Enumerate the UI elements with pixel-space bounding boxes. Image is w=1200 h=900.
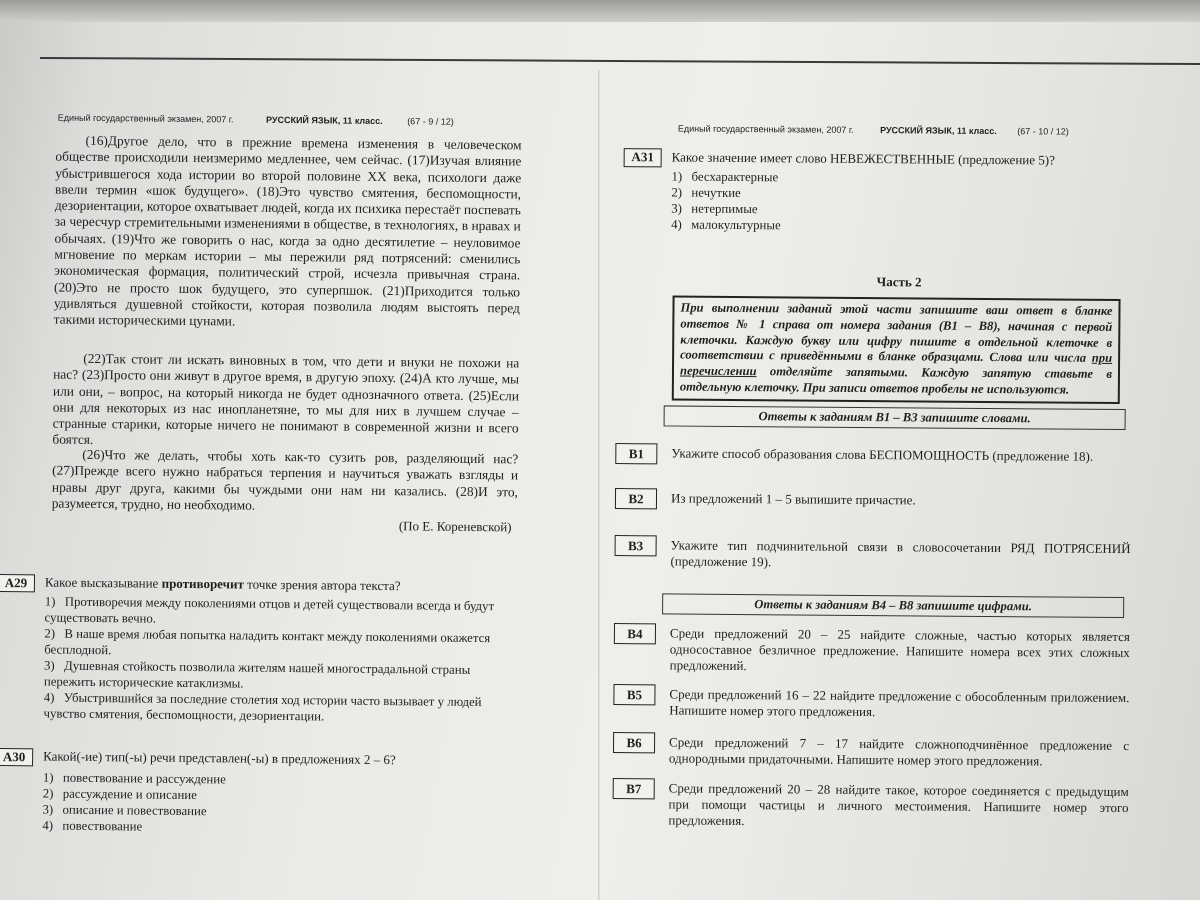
task-a29-option-3: 3) Душевная стойкость позволила жителям нашей многострадальной страны пережить исторические катаклизмы. bbox=[43, 658, 471, 691]
left-page bbox=[0, 100, 600, 886]
task-a29-option-2: 2) В наше время любая попытка наладить контакт между поколениями окажется бесплодной. bbox=[44, 626, 491, 657]
task-a30-question: Какой(-ие) тип(-ы) речи представлен(-ы) в предложениях 2 – 6? bbox=[43, 748, 396, 768]
task-b3-text: Укажите тип подчинительной связи в словосочетании РЯД ПОТРЯСЕНИЙ (предложение 19). bbox=[670, 537, 1131, 570]
text-author: (По Е. Кореневской) bbox=[398, 518, 512, 535]
task-a31-option-2: 2) нечуткие bbox=[671, 185, 741, 201]
task-a30-option-4: 4) повествование bbox=[42, 818, 143, 834]
task-a30-option-1: 1) повествование и рассуждение bbox=[42, 770, 226, 787]
task-b4-text: Среди предложений 20 – 25 найдите сложные, частью которых является односоставное безличное предложение. Напишите номера всех этих сложных предложений. bbox=[669, 625, 1130, 673]
answers-b1-b3-band: Ответы к заданиям В1 – В3 запишите словами. bbox=[664, 405, 1126, 430]
header-subject: РУССКИЙ ЯЗЫК, 11 класс. bbox=[880, 125, 997, 137]
task-b7-label: В7 bbox=[613, 778, 655, 799]
text-paragraph-2: (22)Так стоит ли искать виновных в том, что дети и внуки не похожи на нас? (23)Просто они живут в другое время, в другую эпоху. (24)А кто лучше, мы или они, – вопрос, на который никогда не будет однозначного ответа. (25)Если они для некоторых из нас инопланетяне, то мы для них в лучшем случае – странные старики, которые ничего не понимают в современной жизни и всего боятся. bbox=[52, 350, 520, 448]
task-b5-label: В5 bbox=[613, 684, 655, 705]
task-b1-text: Укажите способ образования слова БЕСПОМОЩНОСТЬ (предложение 18). bbox=[671, 445, 1094, 464]
part-2-instructions: При выполнении заданий этой части запишите ваш ответ в бланке ответов № 1 справа от номера задания (В1 – В8), начиная с первой клеточки. Каждую букву или цифру пишите в отдельной клеточке в соответствии с приведёнными в бланке образцами. Слова или числа при перечислении отделяйте запятыми. Каждую запятую ставьте в отдельную клеточку. При записи ответов пробелы не используются. bbox=[672, 295, 1121, 403]
top-rule-line bbox=[40, 57, 1200, 65]
task-a31-label: А31 bbox=[624, 148, 662, 167]
left-page-header bbox=[58, 113, 454, 127]
task-b6-label: В6 bbox=[613, 732, 655, 753]
task-a31-option-3: 3) нетерпимые bbox=[671, 201, 758, 217]
task-b5-text: Среди предложений 16 – 22 найдите предложение с обособленным приложением. Напишите номер этого предложения. bbox=[669, 686, 1130, 719]
part-2-title: Часть 2 bbox=[876, 274, 922, 290]
task-a30-label: А30 bbox=[0, 748, 33, 766]
task-a31-option-4: 4) малокультурные bbox=[671, 217, 781, 233]
task-b7-text: Среди предложений 20 – 28 найдите такое, которое соединяется с предыдущим при помощи частицы и личного местоимения. Напишите номер этого предложения. bbox=[668, 780, 1129, 828]
header-page-number: (67 - 10 / 12) bbox=[1017, 126, 1069, 137]
header-exam: Единый государственный экзамен, 2007 г. bbox=[677, 123, 854, 135]
task-b2-label: В2 bbox=[615, 488, 657, 509]
task-a31-question: Какое значение имеет слово НЕВЕЖЕСТВЕННЫЕ (предложение 5)? bbox=[671, 149, 1055, 168]
header-page-number: (67 - 9 / 12) bbox=[407, 116, 454, 127]
task-b1-label: В1 bbox=[615, 443, 657, 464]
task-a29-question: Какое высказывание противоречит точке зрения автора текста? bbox=[44, 574, 401, 594]
task-b6-text: Среди предложений 7 – 17 найдите сложноподчинённое предложение с однородными придаточными. Напишите номер этого предложения. bbox=[668, 734, 1130, 769]
task-a30-option-3: 3) описание и повествование bbox=[42, 802, 207, 819]
task-b3-label: В3 bbox=[615, 535, 657, 556]
task-a29-label: А29 bbox=[0, 574, 35, 592]
top-shadow bbox=[0, 0, 1200, 22]
right-page-header bbox=[678, 124, 1069, 137]
text-paragraph-1: (16)Другое дело, что в прежние времена изменения в человеческом обществе происходили неизмеримо медленнее, чем сейчас. (17)Изучая влияние убыстрившегося хода истории во второй половине XX века, психологи даже ввели термин «шок будущего». (18)Это чувство смятения, беспомощности, дезориентации, которое охватывает людей, когда их психика перестаёт поспевать за чересчур стремительными изменениями в обществе, в технологиях, в нравах и обычаях. (19)Что же говорить о нас, когда за одно десятилетие – неуловимое мгновение по меркам истории – мы пережили ряд потрясений: сменились экономическая формация, политический строй, исчезла привычная страна. (20)Это не просто шок будущего, это суперпшок. (21)Приходится только удивляться душевной стойкости, которая позволила людям выстоять перед такими историческими цунами. bbox=[53, 132, 522, 329]
task-a29-option-4: 4) Убыстрившийся за последние столетия ход истории часто вызывает у людей чувство смятения, беспомощности, дезориентации. bbox=[43, 690, 482, 723]
text-paragraph-3: (26)Что же делать, чтобы хоть как-то сузить ров, разделяющий нас? (27)Прежде всего нужно набраться терпения и научиться уважать взгляды и нравы друг друга, какими бы чуждыми они нам ни казались. (28)И это, разумеется, трудно, но необходимо. bbox=[51, 446, 519, 513]
task-a29-option-1: 1) Противоречия между поколениями отцов и детей существовали всегда и будут существовать вечно. bbox=[44, 594, 495, 626]
task-a31-option-1: 1) бесхарактерные bbox=[671, 169, 779, 185]
task-a30-option-2: 2) рассуждение и описание bbox=[42, 786, 197, 803]
right-page bbox=[604, 115, 1200, 900]
header-subject: РУССКИЙ ЯЗЫК, 11 класс. bbox=[265, 114, 383, 127]
header-exam: Единый государственный экзамен, 2007 г. bbox=[57, 112, 234, 125]
answers-b4-b8-band: Ответы к заданиям В4 – В8 запишите цифрами. bbox=[662, 593, 1124, 618]
task-b4-label: В4 bbox=[614, 623, 656, 644]
task-b2-text: Из предложений 1 – 5 выпишите причастие. bbox=[670, 490, 916, 508]
